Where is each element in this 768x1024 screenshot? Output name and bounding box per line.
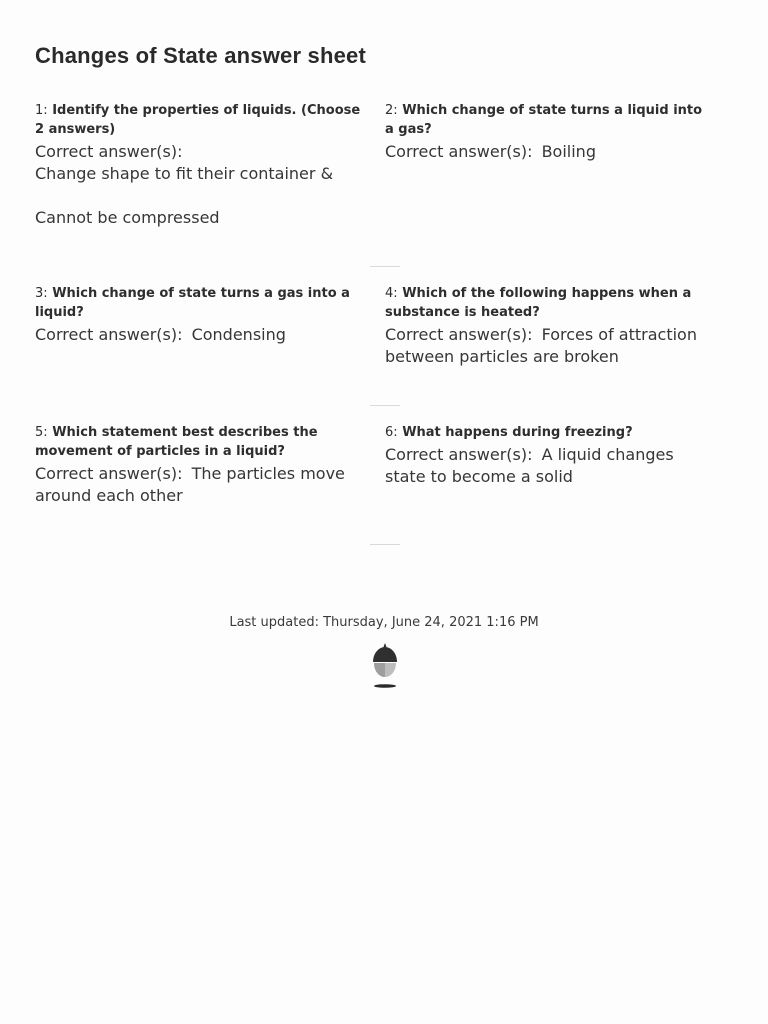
question-1-number: 1:	[35, 103, 48, 118]
question-6-text: What happens during freezing?	[402, 425, 633, 440]
question-6	[385, 423, 715, 488]
divider	[370, 266, 400, 267]
question-5-answer	[35, 463, 365, 507]
answer-label: Correct answer(s):	[385, 142, 533, 161]
last-updated: Last updated: Thursday, June 24, 2021 1:16 PM	[229, 615, 539, 630]
question-2-heading	[385, 101, 715, 139]
answer-label: Correct answer(s):	[385, 325, 533, 344]
question-6-answer-1: A liquid changes state to become a solid	[385, 445, 674, 486]
page-title: Changes of State answer sheet	[35, 43, 367, 68]
divider	[370, 405, 400, 406]
question-4-answer-1: Forces of attraction between particles are broken	[385, 325, 697, 366]
question-2-answer	[385, 141, 715, 163]
question-1-answer	[35, 141, 365, 229]
question-3-text: Which change of state turns a gas into a liquid?	[35, 286, 350, 320]
question-1-answer-2: Cannot be compressed	[35, 208, 220, 227]
answer-label: Correct answer(s):	[35, 325, 183, 344]
acorn-icon	[369, 641, 401, 691]
answer-label: Correct answer(s):	[35, 464, 183, 483]
question-3-heading	[35, 284, 365, 322]
question-2-text: Which change of state turns a liquid into a gas?	[385, 103, 703, 137]
question-1-text: Identify the properties of liquids. (Choose 2 answers)	[35, 103, 361, 137]
answer-label: Correct answer(s):	[385, 445, 533, 464]
question-4-heading	[385, 284, 715, 322]
question-5-heading	[35, 423, 365, 461]
question-2-answer-1: Boiling	[541, 142, 596, 161]
question-4-text: Which of the following happens when a substance is heated?	[385, 286, 692, 320]
question-1-answer-1: Change shape to fit their container &	[35, 164, 334, 183]
divider	[370, 544, 400, 545]
question-5-number: 5:	[35, 425, 48, 440]
question-6-number: 6:	[385, 425, 398, 440]
question-4	[385, 284, 715, 368]
question-3-number: 3:	[35, 286, 48, 301]
question-3-answer	[35, 324, 365, 346]
question-1	[35, 101, 365, 229]
question-6-heading	[385, 423, 715, 442]
question-3	[35, 284, 365, 346]
question-5-text: Which statement best describes the movement of particles in a liquid?	[35, 425, 318, 459]
question-1-heading	[35, 101, 365, 139]
question-2-number: 2:	[385, 103, 398, 118]
question-2	[385, 101, 715, 163]
question-5-answer-1: The particles move around each other	[35, 464, 345, 505]
question-6-answer	[385, 444, 715, 488]
question-5	[35, 423, 365, 507]
question-3-answer-1: Condensing	[191, 325, 286, 344]
answer-label: Correct answer(s):	[35, 142, 183, 161]
question-4-answer	[385, 324, 715, 368]
question-4-number: 4:	[385, 286, 398, 301]
